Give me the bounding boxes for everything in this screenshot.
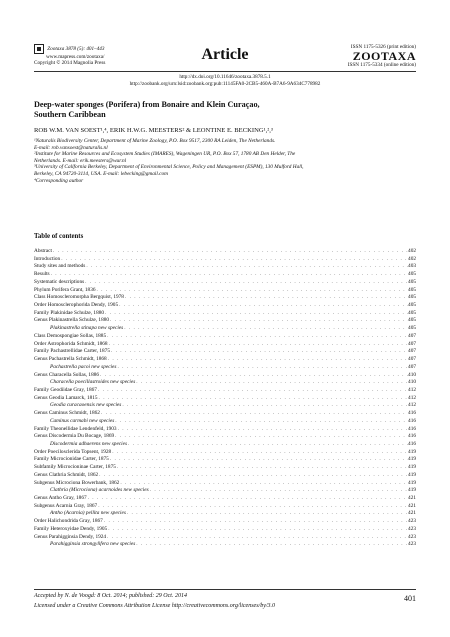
- toc-leader-dots: [100, 410, 408, 418]
- toc-row[interactable]: [34, 426, 416, 434]
- toc-entry-label: Introduction: [34, 255, 61, 262]
- toc-row[interactable]: [34, 302, 416, 310]
- issn-print: ISSN 1175-5326 (print edition): [350, 44, 416, 50]
- toc-row[interactable]: [34, 310, 416, 318]
- toc-entry-label: Family Geodiidae Gray, 1867: [34, 386, 97, 393]
- toc-entry-label: Subgenus Acarnia Gray, 1867: [34, 502, 98, 509]
- affiliation-line: Berkeley, CA 94720-3114, USA. E-mail: lebecking@gmail.com: [34, 170, 168, 177]
- affiliation-line: ¹Naturalis Biodiversity Center, Department of Marine Zoology, P.O. Box 9517, 2300 RA Leiden, The Netherlands.: [34, 138, 276, 144]
- toc-entry-label: Family Heteroxyidae Dendy, 1905: [34, 525, 108, 532]
- toc-leader-dots: [52, 248, 408, 256]
- toc-entry-label: Family Pachastrellidae Carter, 1875: [34, 348, 110, 355]
- toc-entry-label: Genus Discodermia Du Bocage, 1869: [34, 433, 115, 440]
- toc-entry-page: 410: [408, 371, 416, 378]
- toc-leader-dots: [85, 263, 408, 271]
- toc-entry-page: 421: [408, 502, 416, 509]
- toc-row[interactable]: [34, 317, 416, 325]
- toc-entry-label: Study sites and methods: [34, 263, 86, 270]
- toc-row[interactable]: [34, 341, 416, 349]
- toc-entry-label: Order Astrophorida Schmidt, 1868: [34, 340, 108, 347]
- toc-leader-dots: [126, 510, 408, 518]
- toc-row[interactable]: [34, 410, 416, 418]
- toc-entry-label: Class Homoscleromorpha Bergquist, 1978: [34, 294, 124, 301]
- toc-entry-page: 405: [408, 325, 416, 332]
- toc-row[interactable]: [34, 464, 416, 472]
- toc-leader-dots: [104, 310, 408, 318]
- toc-entry-label: Genus Geodia Lamarck, 1815: [34, 394, 98, 401]
- toc-entry-label: Clathria (Microciona) acarnoides new species: [50, 487, 149, 494]
- journal-ref: Zootaxa 3878 (5): 401–443: [47, 46, 105, 53]
- toc-entry-page: 405: [408, 302, 416, 309]
- paper-title-line-1: Deep-water sponges (Porifera) from Bonaire and Klein Curaçao,: [34, 100, 260, 109]
- toc-leader-dots: [98, 395, 409, 403]
- toc-entry-page: 421: [408, 495, 416, 501]
- toc-leader-dots: [121, 402, 408, 410]
- toc-leader-dots: [108, 341, 408, 349]
- toc-entry-page: 421: [408, 510, 416, 517]
- toc-row[interactable]: [34, 518, 416, 526]
- toc-entry-page: 407: [408, 340, 416, 347]
- affiliation-line: ⁴Corresponding author: [34, 177, 84, 184]
- toc-row[interactable]: [34, 487, 416, 495]
- toc-entry-page: 405: [408, 309, 416, 316]
- toc-entry-page: 405: [408, 317, 416, 324]
- toc-entry-page: 419: [408, 456, 416, 463]
- toc-leader-dots: [109, 456, 408, 464]
- toc-row[interactable]: [34, 325, 416, 333]
- toc-entry-label: Genus Caminus Schmidt, 1862: [34, 410, 100, 417]
- accepted-note: Accepted by N. de Voogd: 8 Oct. 2014; published: 29 Oct. 2014: [34, 593, 187, 599]
- toc-entry-page: 416: [408, 440, 416, 447]
- toc-row[interactable]: [34, 294, 416, 302]
- toc-row[interactable]: [34, 364, 416, 372]
- toc-entry-page: 407: [408, 356, 416, 363]
- page-number: 401: [404, 594, 416, 603]
- toc-entry-label: Genus Clathria Schmidt, 1862: [34, 471, 99, 478]
- toc-leader-dots: [99, 372, 408, 380]
- affiliation-line: Netherlands. E-mail: erik.meesters@wur.nl: [34, 157, 127, 164]
- toc-entry-page: 403: [408, 263, 416, 270]
- toc-leader-dots: [149, 487, 408, 495]
- toc-entry-page: 412: [408, 386, 416, 393]
- toc-leader-dots: [97, 503, 408, 511]
- toc-row[interactable]: [34, 441, 416, 449]
- toc-entry-label: Order Homosclerophorida Dendy, 1905: [34, 302, 119, 309]
- toc-entry-page: 412: [408, 394, 416, 401]
- affiliation-line: E-mail: rob.vansoest@naturalis.nl: [34, 144, 108, 151]
- toc-row[interactable]: [34, 271, 416, 279]
- toc-entry-label: Genus Characella Sollas, 1886: [34, 371, 100, 378]
- toc-row[interactable]: [34, 263, 416, 271]
- toc-row[interactable]: [34, 287, 416, 295]
- toc-leader-dots: [124, 294, 408, 302]
- affiliations: [34, 138, 414, 184]
- toc-entry-page: 423: [408, 533, 416, 540]
- toc-leader-dots: [87, 495, 408, 503]
- toc-entry-page: 412: [408, 402, 416, 409]
- toc-leader-dots: [109, 317, 408, 325]
- toc-leader-dots: [103, 518, 408, 526]
- toc-entry-label: Systematic descriptions: [34, 278, 85, 285]
- toc-leader-dots: [135, 379, 408, 387]
- toc-entry-page: 419: [408, 464, 416, 471]
- toc-row[interactable]: [34, 526, 416, 534]
- toc-leader-dots: [114, 433, 408, 441]
- paper-title: [34, 100, 414, 120]
- toc-row[interactable]: [34, 449, 416, 457]
- toc-leader-dots: [106, 333, 408, 341]
- toc-row[interactable]: [34, 379, 416, 387]
- toc-leader-dots: [114, 418, 408, 426]
- toc-row[interactable]: [34, 256, 416, 264]
- toc-entry-label: Discodermia adhaerens new species: [50, 440, 128, 447]
- toc-leader-dots: [50, 271, 408, 279]
- toc-leader-dots: [119, 480, 408, 488]
- toc-entry-page: 402: [408, 248, 416, 254]
- footer-rule: [34, 589, 416, 590]
- toc-leader-dots: [106, 534, 408, 542]
- toc-entry-page: 423: [408, 525, 416, 532]
- journal-website[interactable]: www.mapress.com/zootaxa/: [46, 54, 105, 60]
- toc-entry-page: 419: [408, 471, 416, 478]
- toc-entry-page: 407: [408, 363, 416, 370]
- affiliation-line: ³University of California Berkeley, Department of Environmental Science, Policy and Management (ESPM), 130 Mulford Hall,: [34, 164, 304, 171]
- toc-entry-page: 405: [408, 278, 416, 285]
- toc-leader-dots: [116, 364, 408, 372]
- toc-entry-page: 407: [408, 332, 416, 339]
- toc-row[interactable]: [34, 472, 416, 480]
- toc-row[interactable]: [34, 510, 416, 518]
- toc-entry-label: Genus Parahigginsia Dendy, 1924: [34, 533, 107, 540]
- toc-entry-page: 423: [408, 518, 416, 525]
- toc-entry-label: Family Theonellidae Lendenfeld, 1903: [34, 425, 117, 432]
- toc-leader-dots: [118, 302, 408, 310]
- toc-row[interactable]: [34, 541, 416, 549]
- toc-row[interactable]: [34, 395, 416, 403]
- toc-entry-label: Geodia curacaoensis new species: [50, 402, 122, 409]
- toc-entry-page: 419: [408, 479, 416, 486]
- license-note[interactable]: Licensed under a Creative Commons Attribution License http://creativecommons.org/licenses/by/3.0: [34, 603, 276, 609]
- toc-heading: Table of contents: [34, 233, 84, 240]
- toc-row[interactable]: [34, 456, 416, 464]
- toc-leader-dots: [123, 325, 408, 333]
- article-label: Article: [201, 46, 249, 63]
- toc-entry-label: Results: [34, 271, 50, 278]
- paper-title-line-2: Southern Caribbean: [34, 110, 106, 119]
- toc-leader-dots: [117, 426, 408, 434]
- toc-entry-label: Phylum Porifera Grant, 1836: [34, 286, 96, 293]
- toc-entry-page: 416: [408, 425, 416, 432]
- toc-leader-dots: [98, 472, 408, 480]
- toc-row[interactable]: [34, 348, 416, 356]
- toc-row[interactable]: [34, 433, 416, 441]
- toc-entry-page: 405: [408, 286, 416, 293]
- doi-link[interactable]: http://dx.doi.org/10.11646/zootaxa.3878.5.1: [179, 74, 271, 80]
- toc-entry-label: Caminus carmabi new species: [50, 417, 115, 424]
- toc-entry-page: 410: [408, 379, 416, 386]
- toc-entry-label: Family Microcionidae Carter, 1875: [34, 456, 109, 463]
- toc-entry-page: 423: [408, 541, 416, 548]
- paper-authors: ROB W.M. VAN SOEST¹,⁴, ERIK H.W.G. MEESTERS² & LEONTINE E. BECKING¹,²,³: [34, 127, 273, 134]
- toc-row[interactable]: [34, 418, 416, 426]
- zootaxa-brand: ZOOTAXA: [352, 49, 416, 63]
- toc-entry-label: Order Poecilosclerida Topsent, 1928: [34, 448, 112, 455]
- toc-entry-label: Parahigginsia strongylifera new species: [50, 541, 136, 548]
- toc-entry-label: Family Plakinidae Schulze, 1880: [34, 309, 105, 316]
- issn-online: ISSN 1175-5334 (online edition): [347, 62, 416, 68]
- toc-entry-label: Pachastrella pacoi new species: [50, 363, 117, 370]
- toc-entry-label: Genus Plakinastrella Schulze, 1880: [34, 317, 110, 324]
- toc-leader-dots: [97, 387, 408, 395]
- toc-entry-label: Subgenus Microciona Bowerbank, 1862: [34, 479, 120, 486]
- table-of-contents: [34, 248, 416, 549]
- toc-leader-dots: [110, 348, 408, 356]
- toc-entry-page: 419: [408, 448, 416, 455]
- toc-row[interactable]: [34, 356, 416, 364]
- toc-entry-page: 405: [408, 294, 416, 301]
- toc-row[interactable]: [34, 279, 416, 287]
- toc-entry-label: Genus Antho Gray, 1867: [34, 495, 87, 501]
- toc-entry-label: Antho (Acarnia) pellita new species: [50, 510, 126, 517]
- toc-leader-dots: [60, 256, 408, 264]
- toc-row[interactable]: [34, 387, 416, 395]
- toc-row[interactable]: [34, 495, 416, 503]
- toc-entry-label: Plakinastrella stinapa new species: [50, 325, 124, 332]
- toc-entry-page: 405: [408, 271, 416, 278]
- toc-entry-page: 407: [408, 348, 416, 355]
- toc-leader-dots: [111, 449, 408, 457]
- toc-leader-dots: [116, 464, 408, 472]
- toc-leader-dots: [107, 356, 408, 364]
- affiliation-line: ²Institute for Marine Resources and Ecosystem Studies (IMARES), Wageningen UR, P.O. Box 57, 1780 AB Den Helder, The: [34, 151, 296, 158]
- toc-entry-page: 416: [408, 433, 416, 440]
- toc-entry-page: 419: [408, 487, 416, 494]
- toc-entry-label: Characella poecillastroides new species: [50, 379, 136, 386]
- toc-leader-dots: [84, 279, 408, 287]
- toc-leader-dots: [135, 541, 408, 549]
- toc-leader-dots: [96, 287, 409, 295]
- toc-entry-label: Subfamily Microcioninae Carter, 1875: [34, 464, 116, 471]
- toc-leader-dots: [127, 441, 408, 449]
- toc-row[interactable]: [34, 248, 416, 256]
- toc-leader-dots: [107, 526, 408, 534]
- toc-entry-page: 416: [408, 410, 416, 417]
- toc-row[interactable]: [34, 372, 416, 380]
- toc-entry-label: Abstract: [34, 248, 52, 254]
- toc-entry-page: 416: [408, 417, 416, 424]
- toc-entry-page: 402: [408, 255, 416, 262]
- toc-row[interactable]: [34, 402, 416, 410]
- toc-entry-label: Class Demospongiae Sollas, 1885: [34, 332, 107, 339]
- toc-entry-label: Genus Pachastrella Schmidt, 1868: [34, 356, 107, 363]
- zoobank-link[interactable]: http://zoobank.org/urn:lsid:zoobank.org:pub:11145FA0-2CB5-460A-B7A6-9A634C778982: [129, 81, 321, 87]
- toc-entry-label: Order Halichondrida Gray, 1867: [34, 518, 103, 525]
- header-rule: [34, 71, 416, 72]
- journal-header-right: [266, 44, 416, 68]
- toc-row[interactable]: [34, 333, 416, 341]
- copyright: Copyright © 2014 Magnolia Press: [34, 60, 106, 66]
